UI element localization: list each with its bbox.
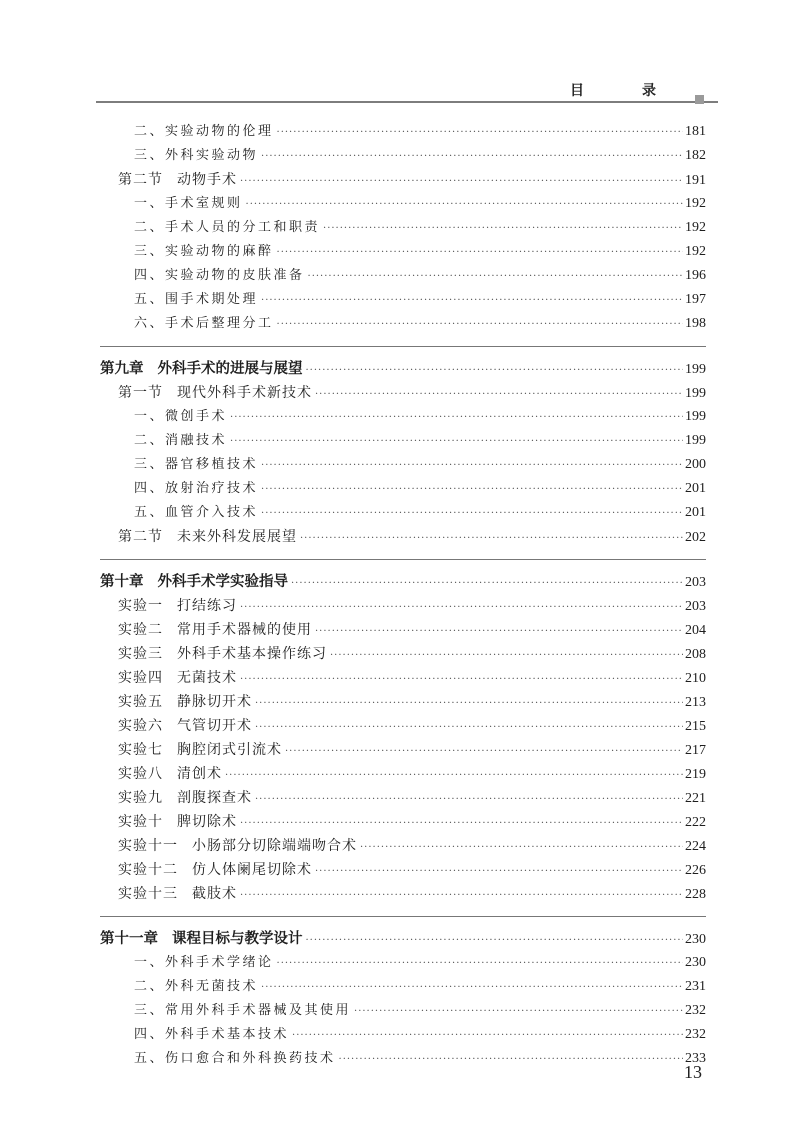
leader-dots bbox=[315, 383, 683, 407]
toc-entry-page: 222 bbox=[685, 815, 706, 830]
toc-experiment-entry[interactable] bbox=[100, 834, 706, 858]
toc-entry-page: 192 bbox=[685, 244, 706, 259]
toc-chapter-number: 第十一章 bbox=[100, 931, 158, 947]
toc-section-entry[interactable] bbox=[100, 525, 706, 549]
toc-experiment-number: 实验三 bbox=[118, 646, 163, 662]
leader-dots bbox=[261, 478, 683, 502]
leader-dots bbox=[339, 1048, 683, 1072]
toc-section-number: 第一节 bbox=[118, 385, 163, 401]
toc-entry-page: 232 bbox=[685, 1003, 706, 1018]
toc-section-title: 未来外科发展展望 bbox=[177, 529, 297, 545]
toc-entry-label: 三、实验动物的麻醉 bbox=[134, 244, 274, 259]
toc-entry-page: 208 bbox=[685, 647, 706, 662]
toc-section-entry[interactable] bbox=[100, 381, 706, 405]
toc-entry-page: 224 bbox=[685, 839, 706, 854]
toc-experiment-title: 外科手术基本操作练习 bbox=[177, 646, 327, 662]
toc-entry-page: 217 bbox=[685, 743, 706, 758]
leader-dots bbox=[323, 217, 683, 241]
toc-entry-label: 二、消融技术 bbox=[134, 433, 228, 448]
leader-dots bbox=[240, 596, 683, 620]
running-header bbox=[96, 78, 718, 104]
toc-experiment-number: 实验五 bbox=[118, 694, 163, 710]
leader-dots bbox=[240, 812, 683, 836]
toc-experiment-entry[interactable] bbox=[100, 810, 706, 834]
leader-dots bbox=[360, 836, 683, 860]
toc-entry-page: 228 bbox=[685, 887, 706, 902]
toc-entry-label: 三、常用外科手术器械及其使用 bbox=[134, 1003, 352, 1018]
leader-dots bbox=[261, 976, 683, 1000]
leader-dots bbox=[306, 929, 684, 953]
toc-entry-page: 230 bbox=[685, 932, 706, 947]
toc-entry-page: 199 bbox=[685, 433, 706, 448]
toc-section-title: 动物手术 bbox=[177, 172, 237, 188]
leader-dots bbox=[277, 313, 683, 337]
toc-entry[interactable] bbox=[100, 240, 706, 264]
leader-dots bbox=[246, 193, 683, 217]
toc-experiment-entry[interactable] bbox=[100, 882, 706, 906]
toc-experiment-entry[interactable] bbox=[100, 690, 706, 714]
leader-dots bbox=[230, 430, 683, 454]
toc-entry-page: 202 bbox=[685, 530, 706, 545]
toc-entry[interactable] bbox=[100, 288, 706, 312]
toc-entry-label: 五、伤口愈合和外科换药技术 bbox=[134, 1051, 336, 1066]
toc-entry-label: 一、微创手术 bbox=[134, 409, 228, 424]
toc-experiment-number: 实验八 bbox=[118, 766, 163, 782]
toc-entry-page: 221 bbox=[685, 791, 706, 806]
leader-dots bbox=[261, 454, 683, 478]
toc-entry-page: 231 bbox=[685, 979, 706, 994]
leader-dots bbox=[240, 170, 683, 194]
toc-entry-page: 196 bbox=[685, 268, 706, 283]
leader-dots bbox=[255, 788, 683, 812]
toc-entry-page: 192 bbox=[685, 220, 706, 235]
toc-entry[interactable] bbox=[100, 216, 706, 240]
toc-experiment-entry[interactable] bbox=[100, 714, 706, 738]
toc-entry-page: 182 bbox=[685, 148, 706, 163]
toc-entry-page: 181 bbox=[685, 124, 706, 139]
leader-dots bbox=[240, 884, 683, 908]
toc-entry[interactable] bbox=[100, 312, 706, 336]
toc-entry-label: 五、围手术期处理 bbox=[134, 292, 259, 307]
toc-chapter-title: 课程目标与教学设计 bbox=[172, 931, 303, 947]
toc-entry-page: 201 bbox=[685, 505, 706, 520]
header-title: 目 录 bbox=[570, 83, 678, 99]
toc-entry-page: 192 bbox=[685, 196, 706, 211]
leader-dots bbox=[277, 952, 683, 976]
toc-entry[interactable] bbox=[100, 120, 706, 144]
toc-entry[interactable] bbox=[100, 1047, 706, 1071]
toc-experiment-entry[interactable] bbox=[100, 666, 706, 690]
toc-entry-page: 213 bbox=[685, 695, 706, 710]
toc-entry-page: 204 bbox=[685, 623, 706, 638]
toc-entry-page: 198 bbox=[685, 316, 706, 331]
toc-entry[interactable] bbox=[100, 951, 706, 975]
toc-experiment-number: 实验十一 bbox=[118, 838, 178, 854]
toc-chapter-number: 第九章 bbox=[100, 361, 144, 377]
leader-dots bbox=[230, 406, 683, 430]
toc-experiment-number: 实验七 bbox=[118, 742, 163, 758]
leader-dots bbox=[285, 740, 683, 764]
leader-dots bbox=[354, 1000, 683, 1024]
leader-dots bbox=[240, 668, 683, 692]
toc-section-entry[interactable] bbox=[100, 168, 706, 192]
toc-group-ch10 bbox=[100, 559, 706, 906]
toc-entry-label: 三、外科实验动物 bbox=[134, 148, 259, 163]
toc-entry-page: 199 bbox=[685, 386, 706, 401]
toc-chapter-entry[interactable] bbox=[100, 927, 706, 951]
toc-entry[interactable] bbox=[100, 477, 706, 501]
toc-experiment-entry[interactable] bbox=[100, 594, 706, 618]
leader-dots bbox=[255, 716, 683, 740]
toc-experiment-number: 实验六 bbox=[118, 718, 163, 734]
toc-chapter-title: 外科手术学实验指导 bbox=[157, 574, 288, 590]
leader-dots bbox=[300, 527, 683, 551]
toc-experiment-title: 剖腹探查术 bbox=[177, 790, 252, 806]
toc-experiment-title: 常用手术器械的使用 bbox=[177, 622, 312, 638]
toc-entry[interactable] bbox=[100, 429, 706, 453]
toc-entry-label: 六、手术后整理分工 bbox=[134, 316, 274, 331]
toc-chapter-number: 第十章 bbox=[100, 574, 144, 590]
leader-dots bbox=[225, 764, 683, 788]
toc-entry-page: 199 bbox=[685, 362, 706, 377]
toc-entry-label: 五、血管介入技术 bbox=[134, 505, 259, 520]
toc-experiment-title: 打结练习 bbox=[177, 598, 237, 614]
toc-experiment-number: 实验二 bbox=[118, 622, 163, 638]
toc-entry-label: 一、手术室规则 bbox=[134, 196, 243, 211]
toc-entry-page: 191 bbox=[685, 173, 706, 188]
toc-experiment-number: 实验十二 bbox=[118, 862, 178, 878]
page-number: 13 bbox=[684, 1062, 702, 1082]
toc-entry-page: 233 bbox=[685, 1051, 706, 1066]
toc-experiment-entry[interactable] bbox=[100, 738, 706, 762]
toc-entry-label: 一、外科手术学绪论 bbox=[134, 955, 274, 970]
toc-section-number: 第二节 bbox=[118, 529, 163, 545]
leader-dots bbox=[261, 145, 683, 169]
leader-dots bbox=[277, 121, 683, 145]
toc-chapter-entry[interactable] bbox=[100, 570, 706, 594]
toc-chapter-entry[interactable] bbox=[100, 357, 706, 381]
toc-entry-label: 二、外科无菌技术 bbox=[134, 979, 259, 994]
toc-section-title: 现代外科手术新技术 bbox=[177, 385, 312, 401]
toc-group-ch9 bbox=[100, 346, 706, 549]
leader-dots bbox=[277, 241, 683, 265]
toc-entry[interactable] bbox=[100, 501, 706, 525]
leader-dots bbox=[308, 265, 683, 289]
toc-experiment-title: 静脉切开术 bbox=[177, 694, 252, 710]
header-marker bbox=[695, 95, 704, 104]
toc-entry-page: 210 bbox=[685, 671, 706, 686]
toc-entry-page: 203 bbox=[685, 575, 706, 590]
toc-experiment-number: 实验四 bbox=[118, 670, 163, 686]
toc-group-ch8-cont bbox=[100, 120, 706, 336]
leader-dots bbox=[306, 359, 684, 383]
toc-entry-page: 201 bbox=[685, 481, 706, 496]
toc-entry-page: 219 bbox=[685, 767, 706, 782]
toc-entry[interactable] bbox=[100, 999, 706, 1023]
toc-entry[interactable] bbox=[100, 264, 706, 288]
leader-dots bbox=[292, 1024, 683, 1048]
toc-entry-page: 215 bbox=[685, 719, 706, 734]
toc-entry-page: 203 bbox=[685, 599, 706, 614]
toc-experiment-title: 无菌技术 bbox=[177, 670, 237, 686]
toc-experiment-entry[interactable] bbox=[100, 858, 706, 882]
toc-entry-label: 二、手术人员的分工和职责 bbox=[134, 220, 321, 235]
toc-entry-label: 四、外科手术基本技术 bbox=[134, 1027, 290, 1042]
toc-experiment-number: 实验一 bbox=[118, 598, 163, 614]
toc-entry[interactable] bbox=[100, 975, 706, 999]
leader-dots bbox=[291, 572, 683, 596]
leader-dots bbox=[261, 289, 683, 313]
leader-dots bbox=[330, 644, 683, 668]
toc-experiment-title: 小肠部分切除端端吻合术 bbox=[192, 838, 357, 854]
toc-experiment-entry[interactable] bbox=[100, 618, 706, 642]
toc-entry[interactable] bbox=[100, 1023, 706, 1047]
leader-dots bbox=[255, 692, 683, 716]
toc-experiment-title: 脾切除术 bbox=[177, 814, 237, 830]
toc-entry[interactable] bbox=[100, 192, 706, 216]
table-of-contents bbox=[0, 120, 800, 1071]
header-rule bbox=[96, 101, 718, 103]
toc-entry-label: 二、实验动物的伦理 bbox=[134, 124, 274, 139]
toc-experiment-title: 仿人体阑尾切除术 bbox=[192, 862, 312, 878]
toc-experiment-number: 实验十 bbox=[118, 814, 163, 830]
toc-experiment-number: 实验十三 bbox=[118, 886, 178, 902]
toc-experiment-title: 气管切开术 bbox=[177, 718, 252, 734]
toc-entry-page: 226 bbox=[685, 863, 706, 878]
toc-entry-page: 199 bbox=[685, 409, 706, 424]
toc-entry-label: 四、实验动物的皮肤准备 bbox=[134, 268, 305, 283]
toc-entry-page: 232 bbox=[685, 1027, 706, 1042]
toc-entry-page: 200 bbox=[685, 457, 706, 472]
leader-dots bbox=[315, 860, 683, 884]
toc-experiment-title: 截肢术 bbox=[192, 886, 237, 902]
toc-entry-label: 三、器官移植技术 bbox=[134, 457, 259, 472]
leader-dots bbox=[261, 502, 683, 526]
toc-experiment-title: 胸腔闭式引流术 bbox=[177, 742, 282, 758]
toc-group-ch11 bbox=[100, 916, 706, 1071]
toc-entry[interactable] bbox=[100, 405, 706, 429]
toc-section-number: 第二节 bbox=[118, 172, 163, 188]
toc-experiment-entry[interactable] bbox=[100, 762, 706, 786]
toc-experiment-entry[interactable] bbox=[100, 642, 706, 666]
toc-entry-label: 四、放射治疗技术 bbox=[134, 481, 259, 496]
toc-entry-page: 197 bbox=[685, 292, 706, 307]
toc-chapter-title: 外科手术的进展与展望 bbox=[157, 361, 303, 377]
toc-experiment-entry[interactable] bbox=[100, 786, 706, 810]
toc-entry-page: 230 bbox=[685, 955, 706, 970]
toc-experiment-title: 清创术 bbox=[177, 766, 222, 782]
toc-experiment-number: 实验九 bbox=[118, 790, 163, 806]
leader-dots bbox=[315, 620, 683, 644]
toc-entry[interactable] bbox=[100, 144, 706, 168]
toc-entry[interactable] bbox=[100, 453, 706, 477]
